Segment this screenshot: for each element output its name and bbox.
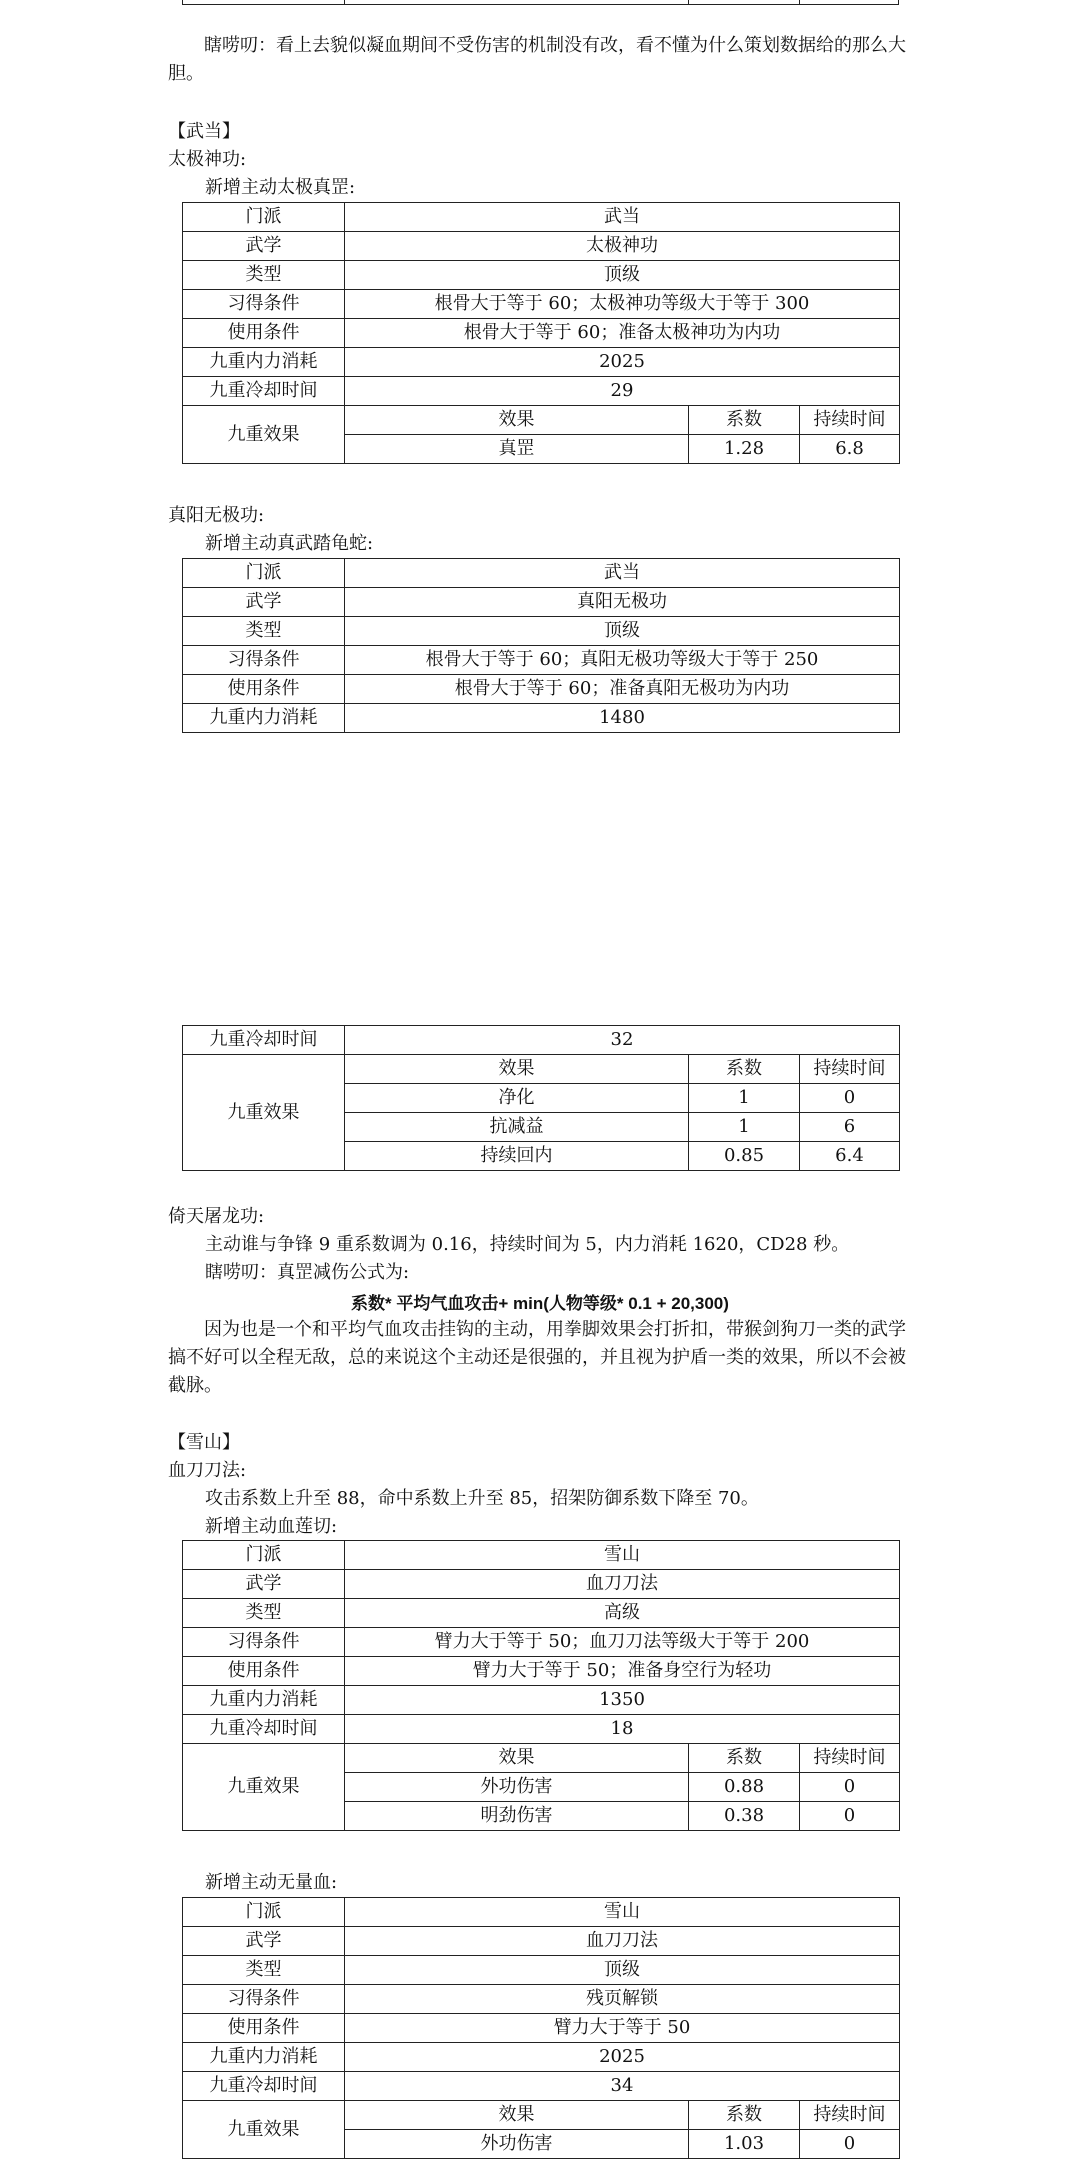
cell-value: 雪山 [345, 1541, 900, 1570]
table-row [183, 348, 900, 377]
table-row [183, 1898, 900, 1927]
row-label: 九重内力消耗 [183, 348, 345, 377]
row-label: 习得条件 [183, 646, 345, 675]
row-label: 武学 [183, 588, 345, 617]
effect-name: 外功伤害 [345, 1773, 689, 1802]
effect-duration: 6.4 [800, 1142, 900, 1171]
column-header: 系数 [689, 1744, 800, 1773]
table-row [183, 1715, 900, 1744]
cell-value: 32 [345, 1026, 900, 1055]
cell-value: 顶级 [345, 261, 900, 290]
effect-coef: 1.28 [689, 435, 800, 464]
table-row [183, 2101, 900, 2130]
effect-duration: 6.8 [800, 435, 900, 464]
column-header: 持续时间 [800, 1744, 900, 1773]
row-label: 九重冷却时间 [183, 2072, 345, 2101]
row-label: 门派 [183, 203, 345, 232]
skill-table-zhenyang-continued [182, 1025, 900, 1171]
row-label: 九重内力消耗 [183, 704, 345, 733]
new-skill-line: 新增主动真武踏龟蛇: [205, 533, 374, 554]
table-row [183, 1026, 900, 1055]
row-label: 九重效果 [183, 406, 345, 464]
table-row [183, 203, 900, 232]
row-label: 九重效果 [183, 1744, 345, 1831]
skill-title-xuedao: 血刀刀法: [168, 1460, 247, 1481]
cell-value: 臂力大于等于 50；血刀刀法等级大于等于 200 [345, 1628, 900, 1657]
skill-title-yitian: 倚天屠龙功: [168, 1206, 265, 1227]
cell-value: 根骨大于等于 60；真阳无极功等级大于等于 250 [345, 646, 900, 675]
new-skill-line: 新增主动血莲切: [205, 1516, 338, 1537]
column-header: 系数 [689, 2101, 800, 2130]
effect-duration: 0 [800, 1773, 900, 1802]
cell-value: 臂力大于等于 50 [345, 2014, 900, 2043]
skill-title-taiji: 太极神功: [168, 149, 247, 170]
column-header: 持续时间 [800, 406, 900, 435]
cell-value: 臂力大于等于 50；准备身空行为轻功 [345, 1657, 900, 1686]
effect-name: 真罡 [345, 435, 689, 464]
table-row [183, 1599, 900, 1628]
cell-value: 高级 [345, 1599, 900, 1628]
skill-title-zhenyang: 真阳无极功: [168, 505, 265, 526]
row-label: 九重效果 [183, 1055, 345, 1171]
effect-coef: 0.85 [689, 1142, 800, 1171]
effect-duration: 0 [800, 1084, 900, 1113]
previous-table-fragment [182, 0, 899, 5]
column-header: 效果 [345, 406, 689, 435]
row-label: 九重效果 [183, 2101, 345, 2159]
table-row [183, 406, 900, 435]
table-row [183, 377, 900, 406]
xuedao-change-line: 攻击系数上升至 88，命中系数上升至 85，招架防御系数下降至 70。 [205, 1488, 759, 1509]
cell-value: 29 [345, 377, 900, 406]
column-header: 效果 [345, 1744, 689, 1773]
skill-table-xuelian [182, 1540, 900, 1831]
cell-value: 血刀刀法 [345, 1927, 900, 1956]
column-header: 效果 [345, 2101, 689, 2130]
skill-table-zhenyang [182, 558, 900, 733]
formula: 系数* 平均气血攻击+ min(人物等级* 0.1 + 20,300) [351, 1294, 729, 1313]
table-row [183, 261, 900, 290]
effect-coef: 1 [689, 1113, 800, 1142]
cell-value: 顶级 [345, 617, 900, 646]
row-label: 九重冷却时间 [183, 1026, 345, 1055]
table-row [183, 1570, 900, 1599]
table-row [183, 1055, 900, 1084]
table-row [183, 675, 900, 704]
table-row [183, 617, 900, 646]
table-row [183, 2014, 900, 2043]
table-row [183, 704, 900, 733]
table-row [183, 232, 900, 261]
column-header: 系数 [689, 1055, 800, 1084]
cell-value: 武当 [345, 203, 900, 232]
effect-name: 抗减益 [345, 1113, 689, 1142]
row-label: 习得条件 [183, 1985, 345, 2014]
table-row [183, 1927, 900, 1956]
new-skill-line: 新增主动无量血: [205, 1872, 338, 1893]
new-skill-line: 新增主动太极真罡: [205, 177, 356, 198]
table-row [183, 1657, 900, 1686]
column-header: 持续时间 [800, 1055, 900, 1084]
table-row [183, 588, 900, 617]
effect-coef: 1.03 [689, 2130, 800, 2159]
effect-name: 持续回内 [345, 1142, 689, 1171]
effect-coef: 0.38 [689, 1802, 800, 1831]
cell-value: 太极神功 [345, 232, 900, 261]
row-label: 门派 [183, 1898, 345, 1927]
row-label: 武学 [183, 1570, 345, 1599]
table-row [183, 1985, 900, 2014]
effect-name: 明劲伤害 [345, 1802, 689, 1831]
row-label: 武学 [183, 232, 345, 261]
row-label: 门派 [183, 1541, 345, 1570]
effect-coef: 0.88 [689, 1773, 800, 1802]
cell-value: 武当 [345, 559, 900, 588]
cell-value: 雪山 [345, 1898, 900, 1927]
effect-name: 外功伤害 [345, 2130, 689, 2159]
table-row [183, 1541, 900, 1570]
table-row [183, 1686, 900, 1715]
table-row [183, 319, 900, 348]
yitian-change-line: 主动谁与争锋 9 重系数调为 0.16，持续时间为 5，内力消耗 1620，CD28 秒。 [205, 1234, 850, 1255]
row-label: 使用条件 [183, 319, 345, 348]
cell-value: 2025 [345, 348, 900, 377]
row-label: 使用条件 [183, 1657, 345, 1686]
row-label: 使用条件 [183, 2014, 345, 2043]
cell-value: 根骨大于等于 60；准备太极神功为内功 [345, 319, 900, 348]
row-label: 九重冷却时间 [183, 377, 345, 406]
yitian-comment-line: 瞎唠叨：真罡减伤公式为: [205, 1262, 410, 1283]
cell-value: 1350 [345, 1686, 900, 1715]
column-header: 持续时间 [800, 2101, 900, 2130]
effect-coef: 1 [689, 1084, 800, 1113]
table-row [183, 1956, 900, 1985]
cell-value: 顶级 [345, 1956, 900, 1985]
table-row [183, 290, 900, 319]
table-row [183, 559, 900, 588]
effect-duration: 6 [800, 1113, 900, 1142]
row-label: 类型 [183, 261, 345, 290]
skill-table-wuliangxue [182, 1897, 900, 2159]
effect-duration: 0 [800, 1802, 900, 1831]
row-label: 九重内力消耗 [183, 2043, 345, 2072]
section-header-wudang: 【武当】 [168, 121, 240, 142]
row-label: 门派 [183, 559, 345, 588]
cell-value: 真阳无极功 [345, 588, 900, 617]
yitian-paragraph: 因为也是一个和平均气血攻击挂钩的主动，用拳脚效果会打折扣，带猴剑狗刀一类的武学搞不好可以全程无敌，总的来说这个主动还是很强的，并且视为护盾一类的效果，所以不会被截脉。 [168, 1319, 906, 1396]
effect-name: 净化 [345, 1084, 689, 1113]
table-row [183, 1744, 900, 1773]
table-row [183, 646, 900, 675]
row-label: 九重冷却时间 [183, 1715, 345, 1744]
row-label: 类型 [183, 1956, 345, 1985]
commentary-paragraph: 瞎唠叨：看上去貌似凝血期间不受伤害的机制没有改，看不懂为什么策划数据给的那么大胆。 [168, 35, 906, 84]
column-header: 系数 [689, 406, 800, 435]
cell-value: 2025 [345, 2043, 900, 2072]
row-label: 使用条件 [183, 675, 345, 704]
row-label: 九重内力消耗 [183, 1686, 345, 1715]
row-label: 武学 [183, 1927, 345, 1956]
table-row [183, 1628, 900, 1657]
cell-value: 18 [345, 1715, 900, 1744]
row-label: 类型 [183, 1599, 345, 1628]
cell-value: 根骨大于等于 60；准备真阳无极功为内功 [345, 675, 900, 704]
section-header-xueshan: 【雪山】 [168, 1432, 240, 1453]
row-label: 习得条件 [183, 1628, 345, 1657]
cell-value: 残页解锁 [345, 1985, 900, 2014]
cell-value: 根骨大于等于 60；太极神功等级大于等于 300 [345, 290, 900, 319]
row-label: 习得条件 [183, 290, 345, 319]
column-header: 效果 [345, 1055, 689, 1084]
cell-value: 34 [345, 2072, 900, 2101]
row-label: 类型 [183, 617, 345, 646]
table-row [183, 2043, 900, 2072]
table-row [183, 2072, 900, 2101]
effect-duration: 0 [800, 2130, 900, 2159]
skill-table-taiji [182, 202, 900, 464]
cell-value: 血刀刀法 [345, 1570, 900, 1599]
cell-value: 1480 [345, 704, 900, 733]
